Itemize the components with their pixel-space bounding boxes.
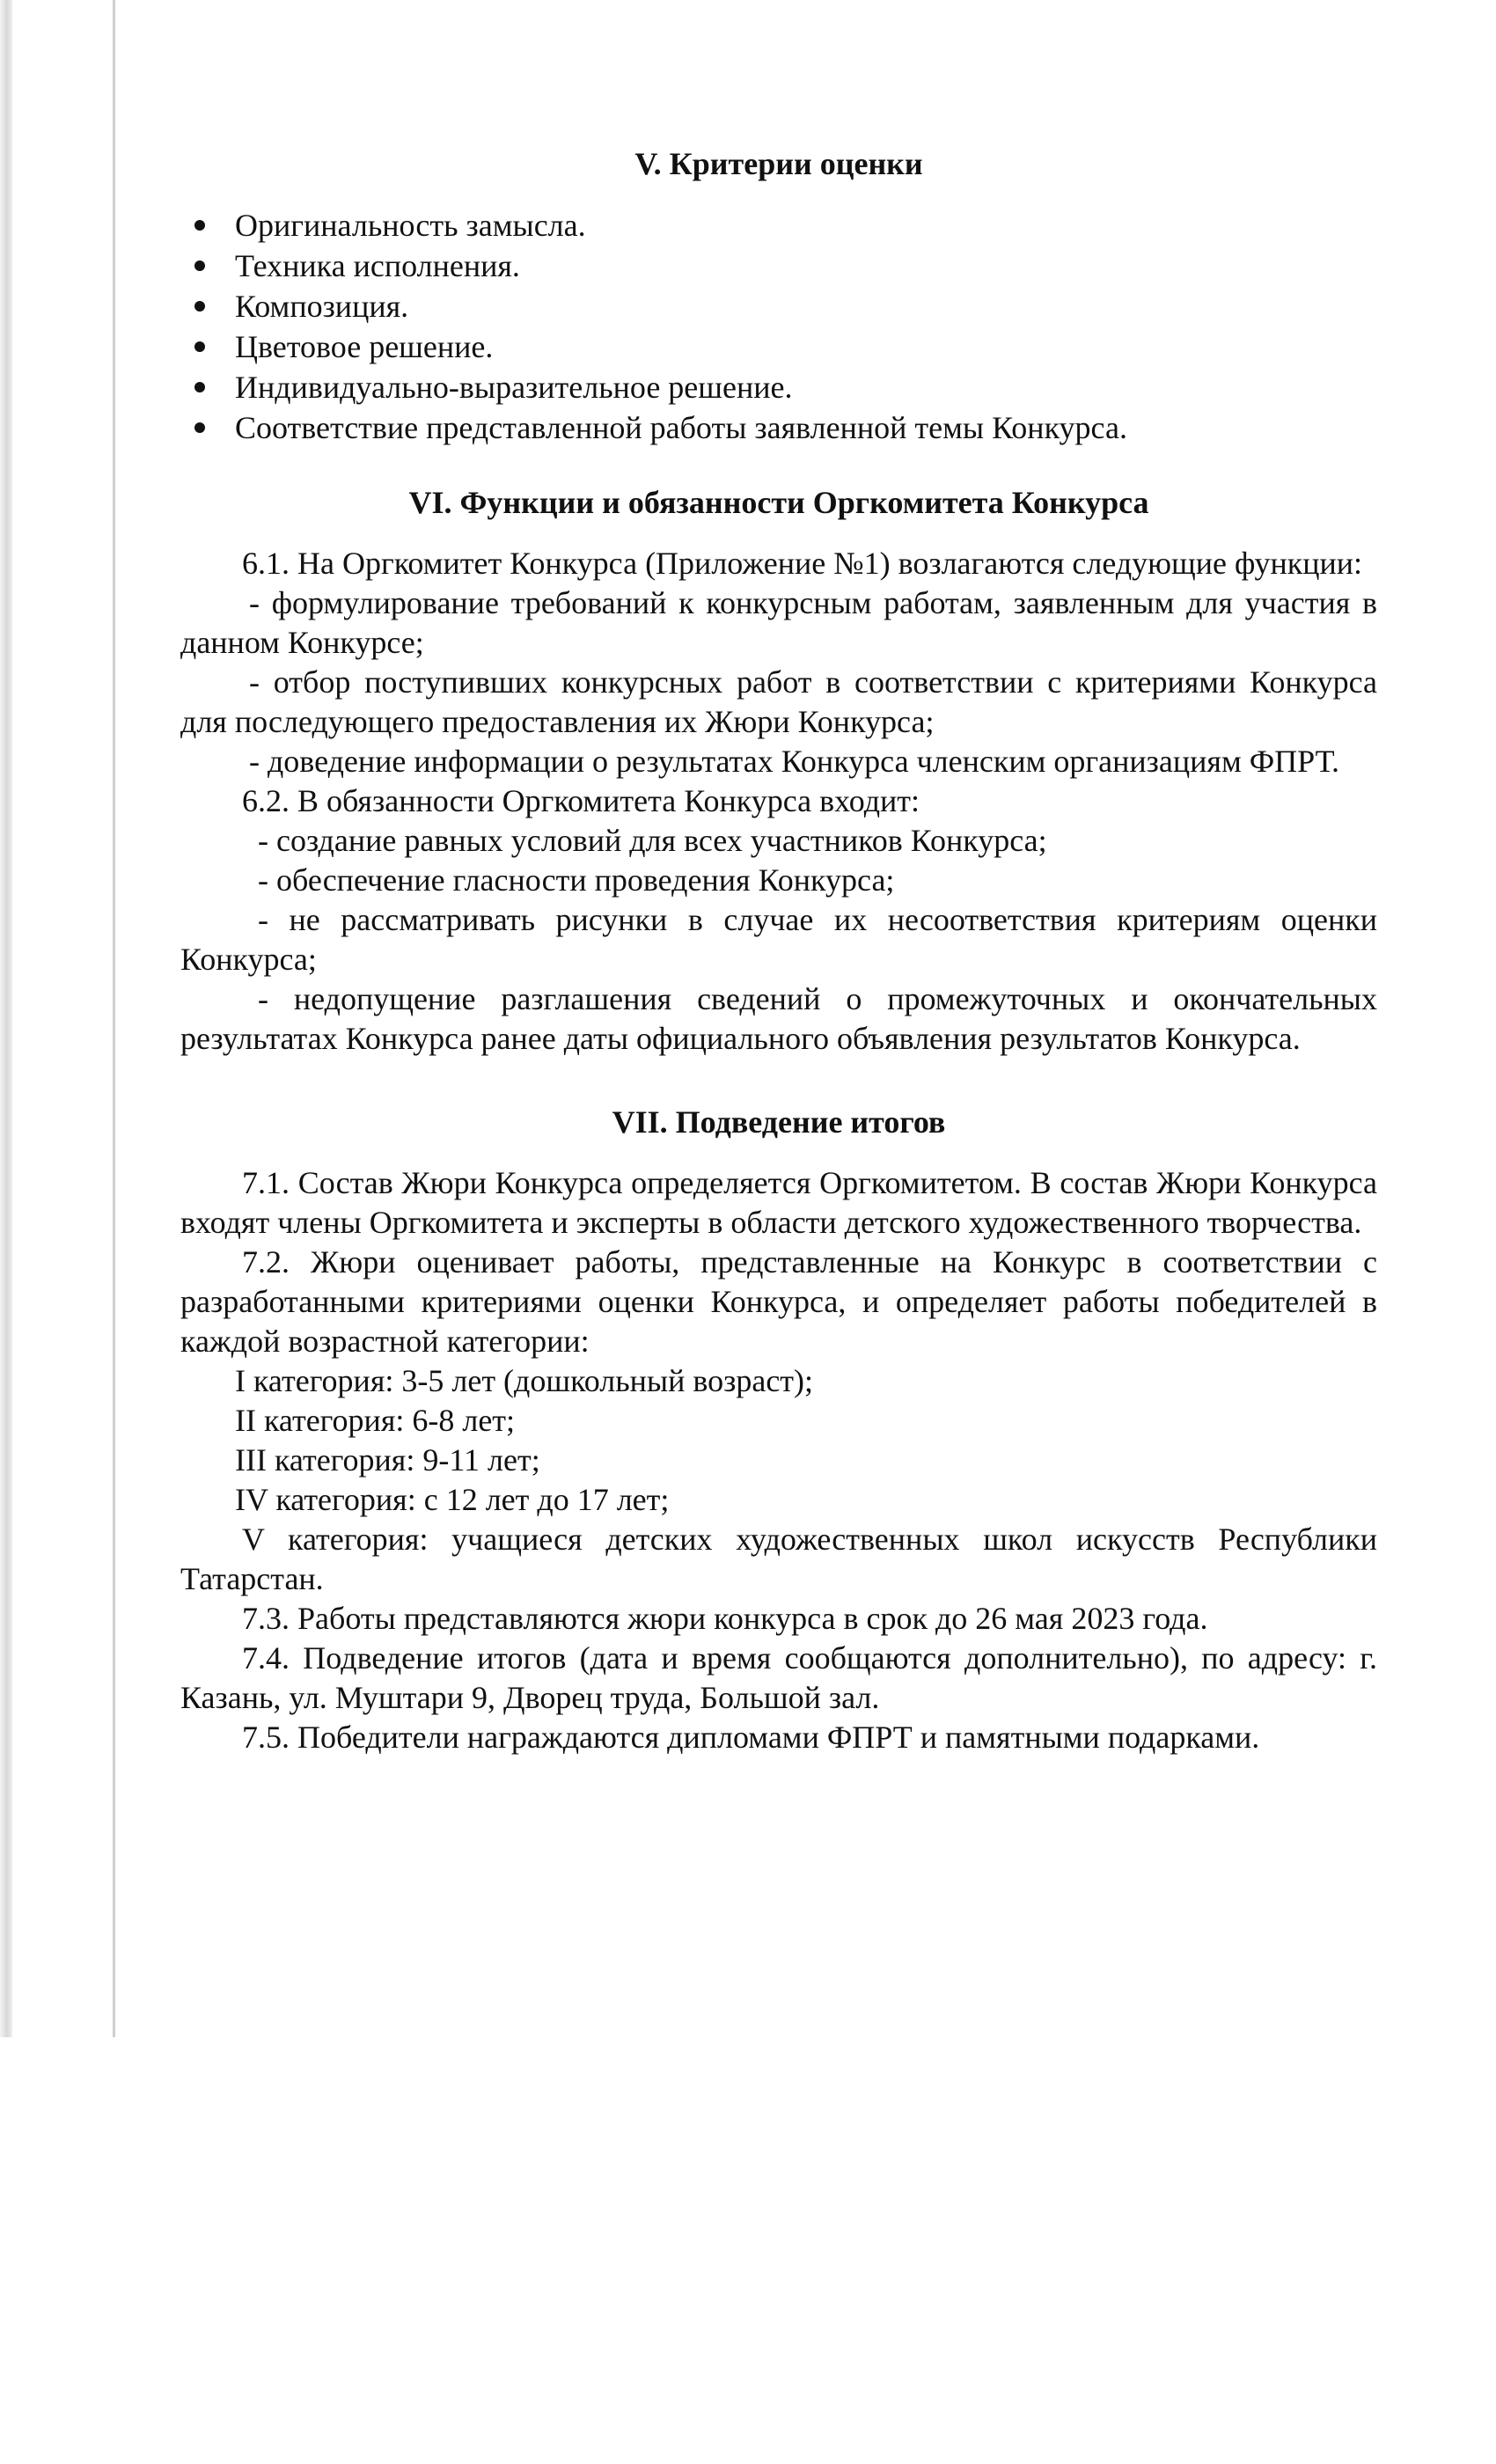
paragraph-6-2: 6.2. В обязанности Оргкомитета Конкурса входит: (242, 783, 920, 818)
list-item: Оригинальность замысла. (180, 205, 1377, 246)
paragraph-7-4: 7.4. Подведение итогов (дата и время сообщаются дополнительно), по адресу: г. Казань, ул. Муштари 9, Дворец труда, Большой зал. (180, 1640, 1377, 1715)
list-item: Композиция. (180, 286, 1377, 326)
duty-item: - не рассматривать рисунки в случае их несоответствия критериям оценки Конкурса; (180, 902, 1377, 977)
age-category: IV категория: с 12 лет до 17 лет; (235, 1482, 670, 1517)
paragraph-7-2: 7.2. Жюри оценивает работы, представленные на Конкурс в соответствии с разработанными критериями оценки Конкурса, и определяет работы победителей в каждой возрастной категории: (180, 1244, 1377, 1359)
age-category: II категория: 6-8 лет; (235, 1403, 516, 1438)
document-page (180, 123, 1377, 1757)
duty-item: - обеспечение гласности проведения Конкурса; (258, 862, 895, 898)
list-item: Цветовое решение. (180, 326, 1377, 367)
age-category: I категория: 3-5 лет (дошкольный возраст); (235, 1363, 814, 1398)
duty-item: - создание равных условий для всех участников Конкурса; (258, 823, 1047, 858)
paragraph-7-3: 7.3. Работы представляются жюри конкурса в срок до 26 мая 2023 года. (242, 1601, 1208, 1636)
scan-edge-shadow (0, 0, 12, 2037)
age-category: III категория: 9-11 лет; (235, 1442, 540, 1478)
section-6-title: VI. Функции и обязанности Оргкомитета Конкурса (408, 485, 1149, 520)
list-item: Индивидуально-выразительное решение. (180, 367, 1377, 407)
paragraph-7-5: 7.5. Победители награждаются дипломами ФПРТ и памятными подарками. (242, 1720, 1260, 1755)
section-5-title: V. Критерии оценки (634, 146, 923, 181)
age-category: V категория: учащиеся детских художественных школ искусств Республики Татарстан. (180, 1522, 1377, 1596)
list-item: Соответствие представленной работы заявленной темы Конкурса. (180, 407, 1377, 448)
duty-item: - недопущение разглашения сведений о промежуточных и окончательных результатах Конкурса ранее даты официального объявления результатов Конкурса. (180, 981, 1377, 1056)
paragraph-6-1: 6.1. На Оргкомитет Конкурса (Приложение №1) возлагаются следующие функции: (242, 546, 1363, 581)
duty-item: - отбор поступивших конкурсных работ в соответствии с критериями Конкурса для последующего предоставления их Жюри Конкурса; (180, 664, 1377, 739)
list-item: Техника исполнения. (180, 246, 1377, 286)
duty-item: - формулирование требований к конкурсным работам, заявленным для участия в данном Конкурсе; (180, 585, 1377, 660)
scan-margin-line (113, 0, 115, 2037)
section-7-title: VII. Подведение итогов (612, 1104, 946, 1140)
duty-item: - доведение информации о результатах Конкурса членским организациям ФПРТ. (249, 744, 1340, 779)
criteria-list (180, 205, 1377, 448)
paragraph-7-1: 7.1. Состав Жюри Конкурса определяется Оргкомитетом. В состав Жюри Конкурса входят члены Оргкомитета и эксперты в области детского художественного творчества. (180, 1165, 1377, 1240)
